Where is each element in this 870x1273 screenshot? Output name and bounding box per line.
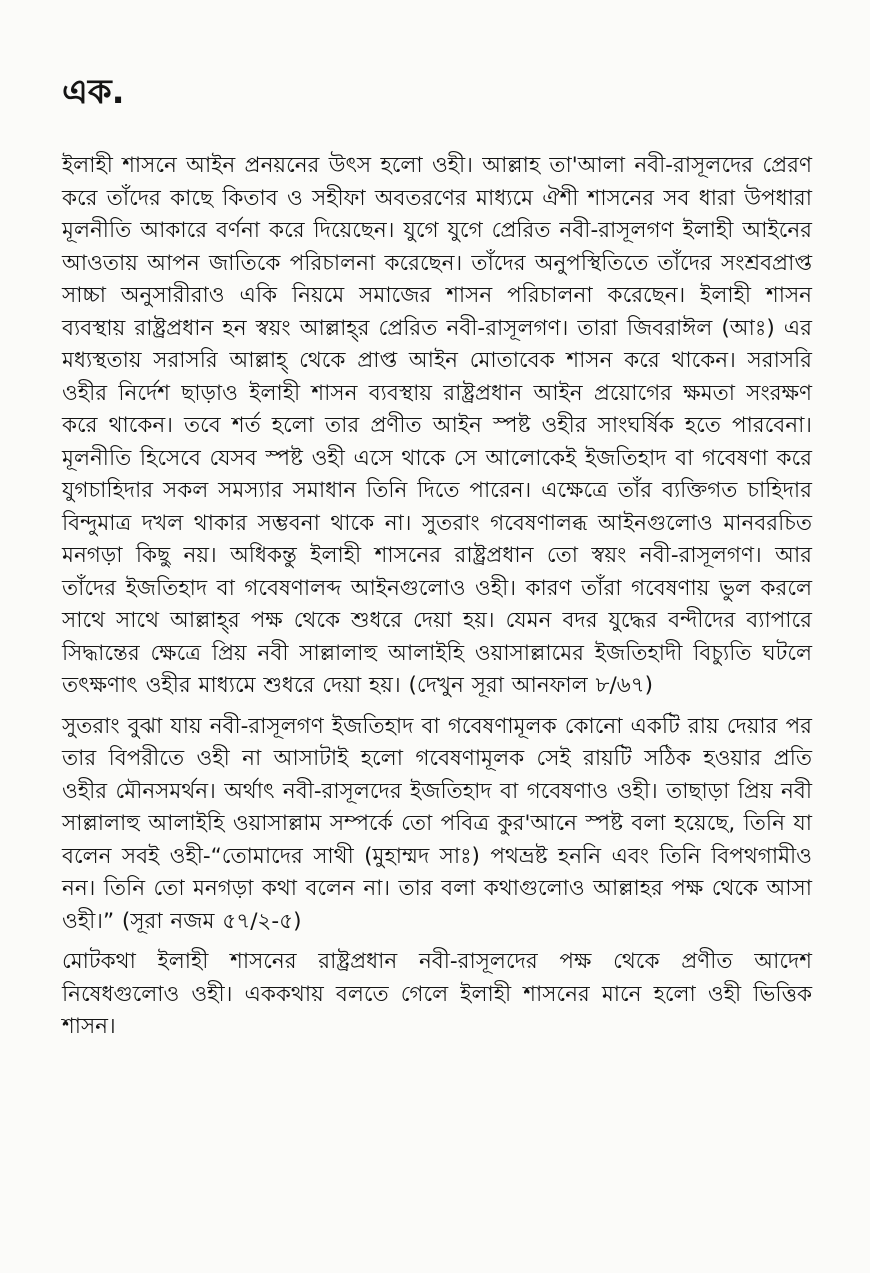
paragraph-2: সুতরাং বুঝা যায় নবী-রাসূলগণ ইজতিহাদ বা গবেষণামূলক কোনো একটি রায় দেয়ার পর তার বিপরীতে ওহী না আসাটাই হলো গবেষণামূলক সেই রায়টি সঠিক হওয়ার প্রতি ওহীর মৌনসমর্থন। অর্থাৎ নবী-রাসূলদের ইজতিহাদ বা গবেষণাও ওহী। তাছাড়া প্রিয় নবী সাল্লালাহু আলাইহি ওয়াসাল্লাম সম্পর্কে তো পবিত্র কুর'আনে স্পষ্ট বলা হয়েছে, তিনি যা বলেন সবই ওহী-“তোমাদের সাথী (মুহাম্মদ সাঃ) পথভ্রষ্ট হননি এবং তিনি বিপথগামীও নন। তিনি তো মনগড়া কথা বলেন না। তার বলা কথাগুলোও আল্লাহর পক্ষ থেকে আসা ওহী।” (সূরা নজম ৫৭/২-৫) xyxy=(62,713,812,934)
chapter-heading: এক. xyxy=(62,72,125,112)
document-page xyxy=(62,72,812,1052)
paragraph-1: ইলাহী শাসনে আইন প্রনয়নের উৎস হলো ওহী। আল্লাহ তা'আলা নবী-রাসূলদের প্রেরণ করে তাঁদের কাছে কিতাব ও সহীফা অবতরণের মাধ্যমে ঐশী শাসনের সব ধারা উপধারা মূলনীতি আকারে বর্ণনা করে দিয়েছেন। যুগে যুগে প্রেরিত নবী-রাসূলগণ ইলাহী আইনের আওতায় আপন জাতিকে পরিচালনা করেছেন। তাঁদের অনুপস্থিতিতে তাঁদের সংশ্রবপ্রাপ্ত সাচ্চা অনুসারীরাও একি নিয়মে সমাজের শাসন পরিচালনা করেছেন। ইলাহী শাসন ব্যবস্থায় রাষ্ট্রপ্রধান হন স্বয়ং আল্লাহ্‌র প্রেরিত নবী-রাসূলগণ। তারা জিবরাঈল (আঃ) এর মধ্যস্থতায় সরাসরি আল্লাহ্‌ থেকে প্রাপ্ত আইন মোতাবেক শাসন করে থাকেন। সরাসরি ওহীর নির্দেশ ছাড়াও ইলাহী শাসন ব্যবস্থায় রাষ্ট্রপ্রধান আইন প্রয়োগের ক্ষমতা সংরক্ষণ করে থাকেন। তবে শর্ত হলো তার প্রণীত আইন স্পষ্ট ওহীর সাংঘর্ষিক হতে পারবেনা। মূলনীতি হিসেবে যেসব স্পষ্ট ওহী এসে থাকে সে আলোকেই ইজতিহাদ বা গবেষণা করে যুগচাহিদার সকল সমস্যার সমাধান তিনি দিতে পারেন। এক্ষেত্রে তাঁর ব্যক্তিগত চাহিদার বিন্দুমাত্র দখল থাকার সম্ভবনা থাকে না। সুতরাং গবেষণালব্ধ আইনগুলোও মানবরচিত মনগড়া কিছু নয়। অধিকন্তু ইলাহী শাসনের রাষ্ট্রপ্রধান তো স্বয়ং নবী-রাসূলগণ। আর তাঁদের ইজতিহাদ বা গবেষণালব্দ আইনগুলোও ওহী। কারণ তাঁরা গবেষণায় ভুল করলে সাথে সাথে আল্লাহ্‌র পক্ষ থেকে শুধরে দেয়া হয়। যেমন বদর যুদ্ধের বন্দীদের ব্যাপারে সিদ্ধান্তের ক্ষেত্রে প্রিয় নবী সাল্লালাহু আলাইহি ওয়াসাল্লামের ইজতিহাদী বিচ্যুতি ঘটলে তৎক্ষণাৎ ওহীর মাধ্যমে শুধরে দেয়া হয়। (দেখুন সূরা আনফাল ৮/৬৭) xyxy=(62,153,812,698)
paragraph-3: মোটকথা ইলাহী শাসনের রাষ্ট্রপ্রধান নবী-রাসূলদের পক্ষ থেকে প্রণীত আদেশ নিষেধগুলোও ওহী। এককথায় বলতে গেলে ইলাহী শাসনের মানে হলো ওহী ভিত্তিক শাসন। xyxy=(62,949,812,1039)
